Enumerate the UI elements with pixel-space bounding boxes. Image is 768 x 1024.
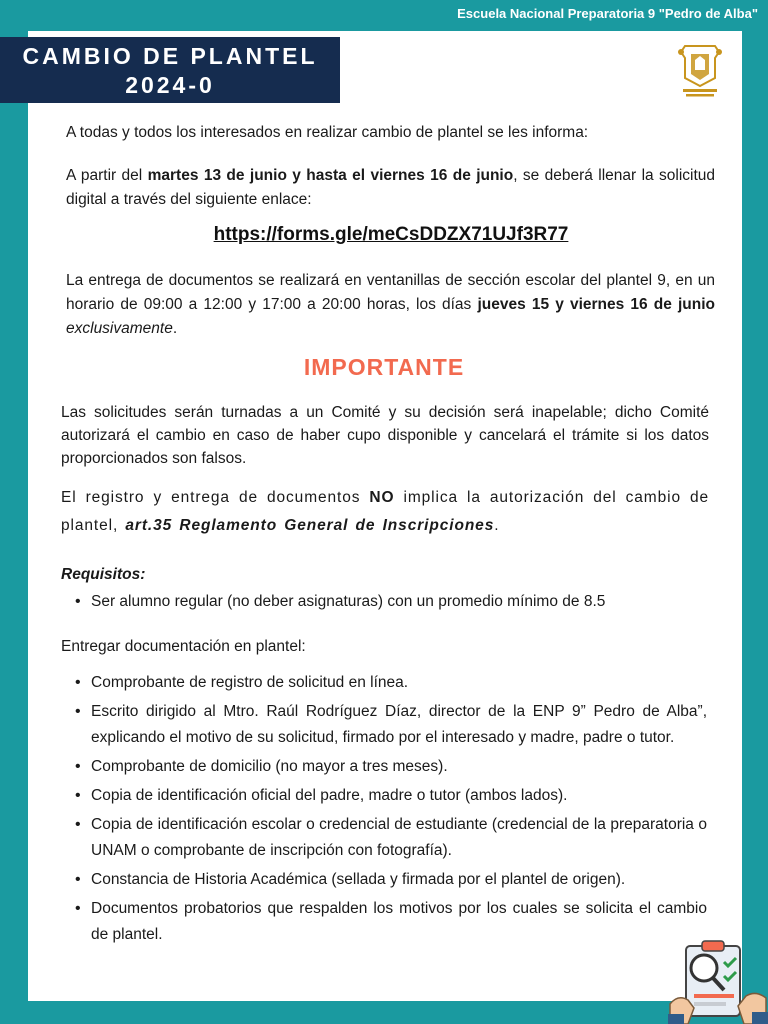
title-line-2: 2024-0 [125,72,215,98]
registration-text: El registro y entrega de documentos NO implica la autorización del cambio de plantel, art.35 Reglamento General de Inscripciones. [61,489,709,534]
list-item: • Comprobante de domicilio (no mayor a tres meses). [61,754,707,780]
requirements-list [61,589,709,618]
list-item: • Escrito dirigido al Mtro. Raúl Rodríguez Díaz, director de la ENP 9” Pedro de Alba”, explicando el motivo de su solicitud, firmado por el interesado y madre, padre o tutor. [61,699,707,751]
school-header: Escuela Nacional Preparatoria 9 "Pedro de Alba" [457,6,758,21]
list-item: • Copia de identificación oficial del padre, madre o tutor (ambos lados). [61,783,707,809]
regulation-reference: art.35 Reglamento General de Inscripciones [125,517,495,534]
list-item: • Ser alumno regular (no deber asignaturas) con un promedio mínimo de 8.5 [61,589,709,615]
delivery-dates: jueves 15 y viernes 16 de junio [477,296,715,313]
form-link[interactable]: https://forms.gle/meCsDDZX71UJf3R77 [213,224,569,245]
list-item: • Comprobante de registro de solicitud en línea. [61,670,707,696]
delivery-text: La entrega de documentos se realizará en ventanillas de sección escolar del plantel 9, en un horario de 09:00 a 12:00 y 17:00 a 20:00 horas, los días jueves 15 y viernes 16 de junio exclusivamente. [66,272,715,337]
list-item: • Copia de identificación escolar o credencial de estudiante (credencial de la preparatoria o UNAM o comprobante de inscripción con fotografía). [61,812,707,864]
list-item: • Documentos probatorios que respalden los motivos por los cuales se solicita el cambio de plantel. [61,896,707,948]
delivery-exclusive: exclusivamente [66,320,173,337]
important-heading: IMPORTANTE [303,354,465,380]
documents-heading: Entregar documentación en plantel: [61,638,306,655]
committee-text: Las solicitudes serán turnadas a un Comité y su decisión será inapelable; dicho Comité autorizará el cambio en caso de haber cupo disponible y cancelará el trámite si los datos proporcionados son falsos. [61,404,709,467]
title-line-1: CAMBIO DE PLANTEL [22,43,318,69]
schedule-dates: martes 13 de junio y hasta el viernes 16 de junio [147,167,514,184]
schedule-text: A partir del martes 13 de junio y hasta el viernes 16 de junio, se deberá llenar la solicitud digital a través del siguiente enlace: [66,167,716,208]
intro-text: A todas y todos los interesados en realizar cambio de plantel se les informa: [66,124,589,141]
list-item: • Constancia de Historia Académica (sellada y firmada por el plantel de origen). [61,867,707,893]
documents-list [61,670,707,951]
registration-no: NO [369,489,395,506]
requirements-heading: Requisitos: [61,566,146,583]
checklist-magnifier-icon [668,938,768,1024]
